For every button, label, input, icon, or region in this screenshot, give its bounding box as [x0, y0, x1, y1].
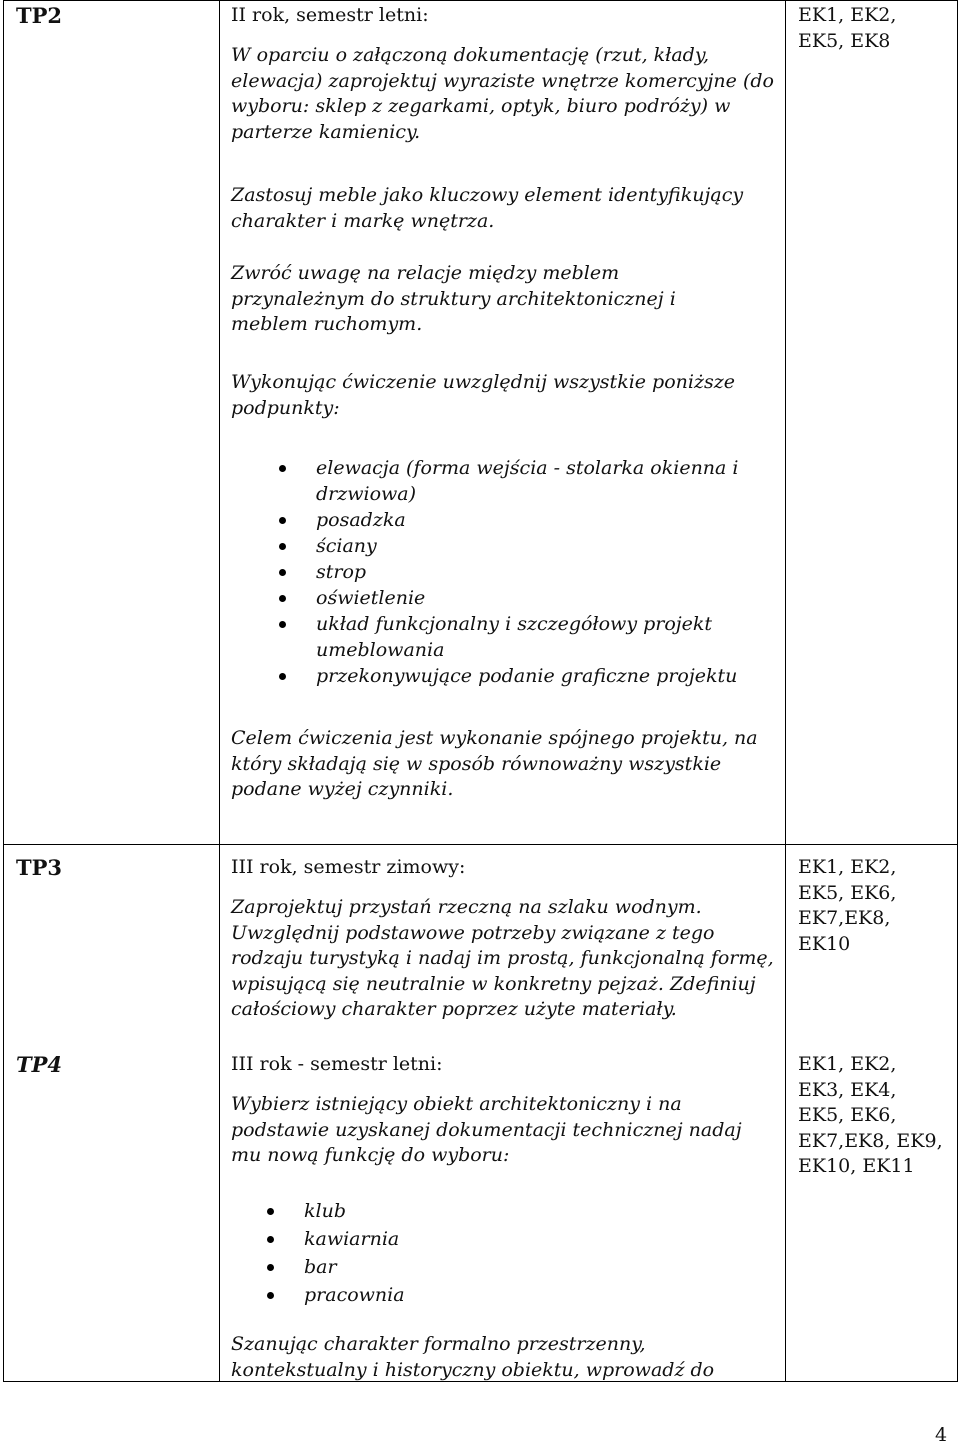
table-top-border — [3, 0, 958, 1]
tp3-body: Zaprojektuj przystań rzeczną na szlaku wodnym. Uwzględnij podstawowe potrzeby związane z tego rodzaju turystyką i nadaj im prostą, funkcjonalną formę, wpisującą się neutralnie w konkretny pejzaż. Zdefiniuj całościowy charakter poprzez użyte materiały. — [231, 896, 774, 1020]
tp2-bullet-list — [316, 455, 776, 689]
tp2-closing: Celem ćwiczenia jest wykonanie spójnego projektu, na który składają się w sposób równoważny wszystkie podane wyżej czynniki. — [231, 727, 758, 800]
tp2-heading: II rok, semestr letni: — [231, 4, 429, 26]
tp4-closing: Szanując charakter formalno przestrzenny, kontekstualny i historyczny obiektu, wprowadź do — [231, 1333, 715, 1381]
tp4-effects: EK1, EK2, EK3, EK4, EK5, EK6, EK7,EK8, EK9, EK10, EK11 — [798, 1053, 943, 1177]
list-item: układ funkcjonalny i szczegółowy projekt umeblowania — [316, 611, 776, 663]
row-separator-tp2 — [3, 844, 958, 845]
tp4-heading: III rok - semestr letni: — [231, 1053, 443, 1075]
row-code-tp2: TP2 — [16, 3, 63, 28]
list-item: przekonywujące podanie graficzne projektu — [316, 663, 776, 689]
list-item: kawiarnia — [304, 1225, 604, 1253]
tp3-effects: EK1, EK2, EK5, EK6, EK7,EK8, EK10 — [798, 856, 897, 955]
list-item: klub — [304, 1197, 604, 1225]
tp2-paragraph-2: Zastosuj meble jako kluczowy element identyfikujący charakter i markę wnętrza. — [231, 184, 744, 232]
list-item: oświetlenie — [316, 585, 776, 611]
tp4-bullet-list — [304, 1197, 604, 1309]
list-item: bar — [304, 1253, 604, 1281]
column-separator-2 — [785, 0, 786, 1382]
tp3-heading: III rok, semestr zimowy: — [231, 856, 466, 878]
column-separator-1 — [219, 0, 220, 1382]
row-code-tp3: TP3 — [16, 855, 63, 880]
table-left-border — [3, 0, 4, 1382]
tp2-effects: EK1, EK2, EK5, EK8 — [798, 4, 897, 52]
page-number: 4 — [935, 1424, 948, 1446]
list-item: posadzka — [316, 507, 776, 533]
row-code-tp4: TP4 — [16, 1052, 63, 1077]
tp2-paragraph-3: Zwróć uwagę na relacje między meblem przynależnym do struktury architektonicznej i meblem ruchomym. — [231, 262, 676, 335]
list-item: elewacja (forma wejścia - stolarka okienna i drzwiowa) — [316, 455, 776, 507]
list-item: ściany — [316, 533, 776, 559]
tp2-paragraph-1: W oparciu o załączoną dokumentację (rzut, kłady, elewacja) zaprojektuj wyraziste wnętrze komercyjne (do wyboru: sklep z zegarkami, optyk, biuro podróży) w parterze kamienicy. — [231, 44, 774, 143]
list-item: pracownia — [304, 1281, 604, 1309]
tp4-body: Wybierz istniejący obiekt architektoniczny i na podstawie uzyskanej dokumentacji technicznej nadaj mu nową funkcję do wyboru: — [231, 1093, 742, 1166]
list-item: strop — [316, 559, 776, 585]
tp2-paragraph-4: Wykonując ćwiczenie uwzględnij wszystkie poniższe podpunkty: — [231, 371, 735, 419]
table-right-border — [957, 0, 958, 1382]
